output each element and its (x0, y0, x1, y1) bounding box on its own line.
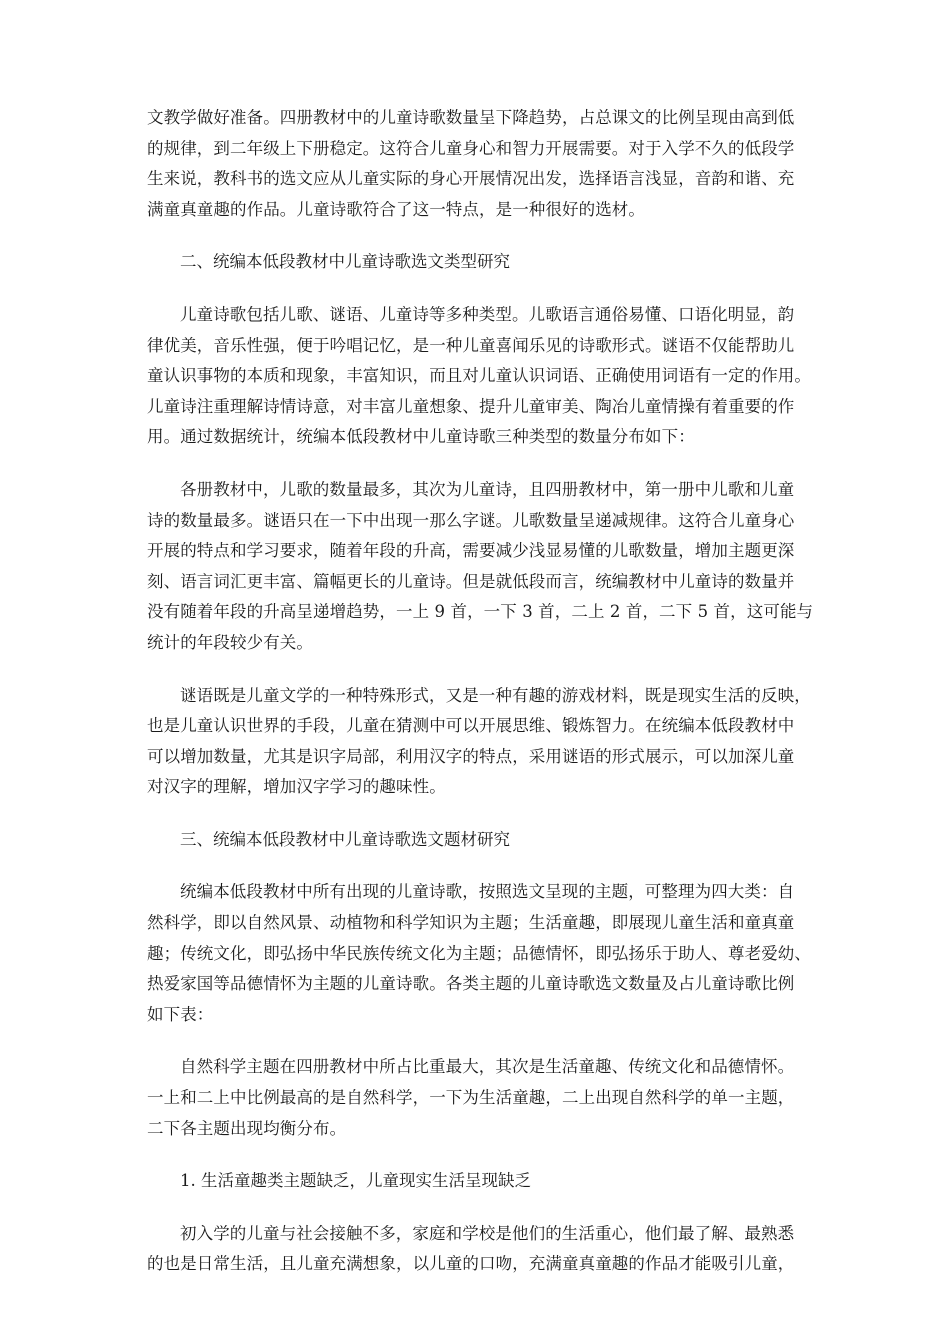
text-line: 谜语既是儿童文学的一种特殊形式，又是一种有趣的游戏材料，既是现实生活的反映， (180, 685, 811, 705)
paragraph-7 (147, 1219, 807, 1280)
text-line: 儿童诗歌包括儿歌、谜语、儿童诗等多种类型。儿歌语言通俗易懂、口语化明显，韵 (180, 304, 795, 324)
text-line: 然科学，即以自然风景、动植物和科学知识为主题；生活童趣，即展现儿童生活和童真童 (147, 913, 795, 933)
text-line: 没有随着年段的升高呈递增趋势，一上 9 首，一下 3 首，二上 2 首，二下 5 首，这可能与 (147, 602, 814, 622)
text-line: 二下各主题出现均衡分布。 (147, 1118, 347, 1138)
text-line: 文教学做好准备。四册教材中的儿童诗歌数量呈下降趋势，占总课文的比例呈现由高到低 (147, 108, 795, 127)
paragraph-3 (147, 475, 814, 659)
text-line: 如下表： (147, 1004, 214, 1024)
text-line: 律优美，音乐性强，便于吟唱记忆，是一种儿童喜闻乐见的诗歌形式。谜语不仅能帮助儿 (147, 335, 795, 355)
text-line: 开展的特点和学习要求，随着年段的升高，需要减少浅显易懂的儿歌数量，增加主题更深 (147, 541, 795, 561)
text-line: 的规律，到二年级上下册稳定。这符合儿童身心和智力开展需要。对于入学不久的低段学 (147, 138, 795, 158)
text-line: 刻、语言词汇更丰富、篇幅更长的儿童诗。但是就低段而言，统编教材中儿童诗的数量并 (147, 571, 795, 591)
paragraph-2 (147, 300, 811, 453)
text-line: 的也是日常生活，且儿童充满想象，以儿童的口吻，充满童真童趣的作品才能吸引儿童， (147, 1254, 795, 1274)
text-line: 生来说，教科书的选文应从儿童实际的身心开展情况出发，选择语言浅显，音韵和谐、充 (147, 169, 795, 189)
text-line: 儿童诗注重理解诗情诗意，对丰富儿童想象、提升儿童审美、陶冶儿童情操有着重要的作 (147, 396, 795, 416)
text-line: 用。通过数据统计，统编本低段教材中儿童诗歌三种类型的数量分布如下： (147, 427, 695, 447)
section-heading-2: 二、统编本低段教材中儿童诗歌选文类型研究 (180, 252, 510, 272)
text-line: 也是儿童认识世界的手段，儿童在猜测中可以开展思维、锻炼智力。在统编本低段教材中 (147, 716, 795, 736)
text-line: 统编本低段教材中所有出现的儿童诗歌，按照选文呈现的主题，可整理为四大类：自 (180, 882, 795, 902)
text-line: 可以增加数量，尤其是识字局部，利用汉字的特点，采用谜语的形式展示，可以加深儿童 (147, 746, 795, 766)
text-line: 对汉字的理解，增加汉字学习的趣味性。 (147, 777, 446, 797)
text-line: 诗的数量最多。谜语只在一下中出现一那么字谜。儿歌数量呈递减规律。这符合儿童身心 (147, 510, 795, 530)
subsection-heading-1: 1. 生活童趣类主题缺乏，儿童现实生活呈现缺乏 (180, 1171, 531, 1191)
text-line: 满童真童趣的作品。儿童诗歌符合了这一特点，是一种很好的选材。 (147, 199, 645, 219)
paragraph-1 (147, 103, 807, 225)
text-line: 各册教材中，儿歌的数量最多，其次为儿童诗，且四册教材中，第一册中儿歌和儿童 (180, 479, 795, 499)
text-line: 一上和二上中比例最高的是自然科学，一下为生活童趣，二上出现自然科学的单一主题， (147, 1088, 795, 1108)
paragraph-5 (147, 877, 811, 1030)
paragraph-4 (147, 681, 811, 803)
section-heading-3: 三、统编本低段教材中儿童诗歌选文题材研究 (180, 829, 510, 849)
text-line: 初入学的儿童与社会接触不多，家庭和学校是他们的生活重心，他们最了解、最熟悉 (180, 1223, 795, 1243)
text-line: 趣；传统文化，即弘扬中华民族传统文化为主题；品德情怀，即弘扬乐于助人、尊老爱幼、 (147, 943, 811, 963)
text-line: 自然科学主题在四册教材中所占比重最大，其次是生活童趣、传统文化和品德情怀。 (180, 1057, 795, 1077)
document-page (147, 103, 814, 1300)
text-line: 童认识事物的本质和现象，丰富知识，而且对儿童认识词语、正确使用词语有一定的作用。 (147, 366, 811, 386)
text-line: 统计的年段较少有关。 (147, 632, 313, 652)
text-line: 热爱家国等品德情怀为主题的儿童诗歌。各类主题的儿童诗歌选文数量及占儿童诗歌比例 (147, 974, 795, 994)
paragraph-6 (147, 1052, 807, 1144)
